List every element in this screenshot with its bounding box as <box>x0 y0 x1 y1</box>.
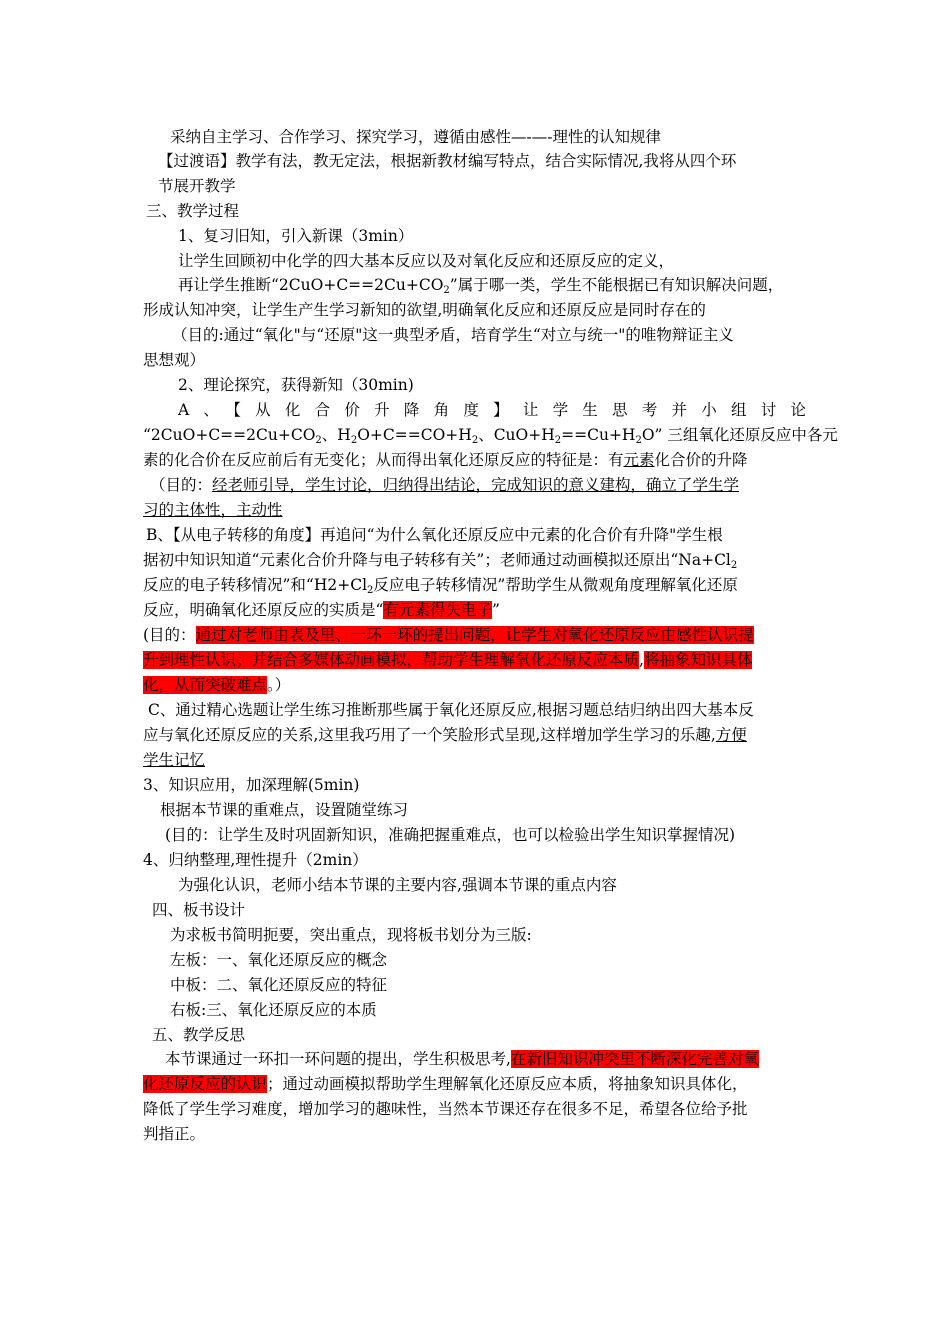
highlighted-text: 化还原反应的认识 <box>143 1075 268 1093</box>
paragraph-line: 学生记忆 <box>143 751 206 769</box>
paragraph-line: 形成认知冲突，让学生产生学习新知的欲望,明确氧化反应和还原反应是同时存在的 <box>143 301 706 319</box>
paragraph-line: 根据本节课的重难点，设置随堂练习 <box>160 801 409 819</box>
purpose-note: 思想观） <box>143 351 206 369</box>
subsection-heading: 4、归纳整理,理性提升（2min） <box>143 851 368 869</box>
board-left: 左板：一、氧化还原反应的概念 <box>170 951 388 969</box>
paragraph-line: 判指正。 <box>143 1125 206 1143</box>
paragraph-line: 为强化认识，老师小结本节课的主要内容,强调本节课的重点内容 <box>178 876 617 894</box>
board-middle: 中板：二、氧化还原反应的特征 <box>170 976 388 994</box>
subsection-heading: 2、理论探究，获得新知（30min) <box>178 376 414 394</box>
paragraph-line: 让学生回顾初中化学的四大基本反应以及对氧化反应和还原反应的定义， <box>178 252 675 270</box>
highlighted-text: 在新旧知识冲突里不断深化完善对氧 <box>510 1050 759 1068</box>
purpose-note: （目的:通过“氧化"与“还原"这一典型矛盾，培育学生“对立与统一"的唯物辩证主义 <box>172 326 734 344</box>
board-right: 右板:三、氧化还原反应的本质 <box>170 1001 377 1019</box>
subsection-heading: 1、复习旧知，引入新课（3min） <box>178 227 414 245</box>
section-heading: 五、教学反思 <box>152 1026 246 1044</box>
paragraph-line: 化还原反应的认识；通过动画模拟帮助学生理解氧化还原反应本质，将抽象知识具体化， <box>143 1075 748 1093</box>
highlighted-text: 有元素得失电子 <box>383 601 492 619</box>
paragraph-line: 应与氧化还原反应的关系,这里我巧用了一个笑脸形式呈现,这样增加学生学习的乐趣,方便 <box>143 726 747 744</box>
paragraph-line: 再让学生推断“$2CuO+C==2Cu+CO_2$”属于哪一类，学生不能根据已有知识解决问题， <box>178 276 784 296</box>
highlighted-text: 将抽象知识具体 <box>643 651 753 669</box>
paragraph-line: 降低了学生学习难度，增加学习的趣味性，当然本节课还存在很多不足，希望各位给予批 <box>143 1100 748 1118</box>
paragraph-line: C、通过精心选题让学生练习推断那些属于氧化还原反应,根据习题总结归纳出四大基本反 <box>148 701 754 719</box>
highlighted-text: 通过对老师由表及里、一环一环的提出问题，让学生对氧化还原反应由感性认识提 <box>195 626 754 644</box>
paragraph-line: 据初中知识知道“元素化合价升降与电子转移有关”；老师通过动画模拟还原出“$Na+Cl_2$ <box>143 551 738 571</box>
paragraph-line: 本节课通过一环扣一环问题的提出，学生积极思考,在新旧知识冲突里不断深化完善对氧 <box>165 1050 759 1068</box>
equation-line: “$2CuO+C==2Cu+CO_2$、$H_2O+C==CO+H_2$、$CuO+H_2==Cu+H_2O$” 三组氧化还原反应中各元 <box>143 426 838 446</box>
paragraph-line: 素的化合价在反应前后有无变化；从而得出氧化还原反应的特征是：有元素化合价的升降 <box>143 451 748 469</box>
paragraph-line: 节展开教学 <box>158 177 236 195</box>
purpose-note: 升到理性认识；并结合多媒体动画模拟，帮助学生理解氧化还原反应本质,将抽象知识具体 <box>143 651 753 669</box>
paragraph-line: 为求板书简明扼要，突出重点，现将板书划分为三版: <box>170 926 532 944</box>
section-heading: 四、板书设计 <box>152 901 246 919</box>
paragraph-line: 反应，明确氧化还原反应的实质是“有元素得失电子” <box>143 601 500 619</box>
purpose-note: 习的主体性，主动性 <box>143 501 283 519</box>
subsection-heading: 3、知识应用，加深理解(5min) <box>143 776 360 794</box>
transition-line: 【过渡语】教学有法，教无定法，根据新教材编写特点，结合实际情况,我将从四个环 <box>158 152 737 170</box>
paragraph-line: A、【从化合价升降角度】让学生思考并小组讨论 <box>178 401 806 419</box>
purpose-note: (目的：通过对老师由表及里、一环一环的提出问题，让学生对氧化还原反应由感性认识提 <box>143 626 754 644</box>
section-heading: 三、教学过程 <box>146 202 240 220</box>
paragraph-line: 采纳自主学习、合作学习、探究学习，遵循由感性—-—-理性的认知规律 <box>170 128 661 146</box>
paragraph-line: 反应的电子转移情况”和“$H2+Cl_2$反应电子转移情况”帮助学生从微观角度理解氧化还原 <box>143 576 738 596</box>
purpose-note: 化，从而突破难点。） <box>143 676 291 694</box>
highlighted-text: 升到理性认识；并结合多媒体动画模拟，帮助学生理解氧化还原反应本质 <box>143 651 640 669</box>
paragraph-line: B、【从电子转移的角度】再追问“为什么氧化还原反应中元素的化合价有升降"学生根 <box>146 526 723 544</box>
purpose-note: (目的：让学生及时巩固新知识，准确把握重难点，也可以检验出学生知识掌握情况) <box>165 826 736 844</box>
highlighted-text: 化，从而突破难点 <box>143 676 268 694</box>
purpose-note: （目的：经老师引导，学生讨论，归纳得出结论，完成知识的意义建构，确立了学生学 <box>150 476 740 494</box>
